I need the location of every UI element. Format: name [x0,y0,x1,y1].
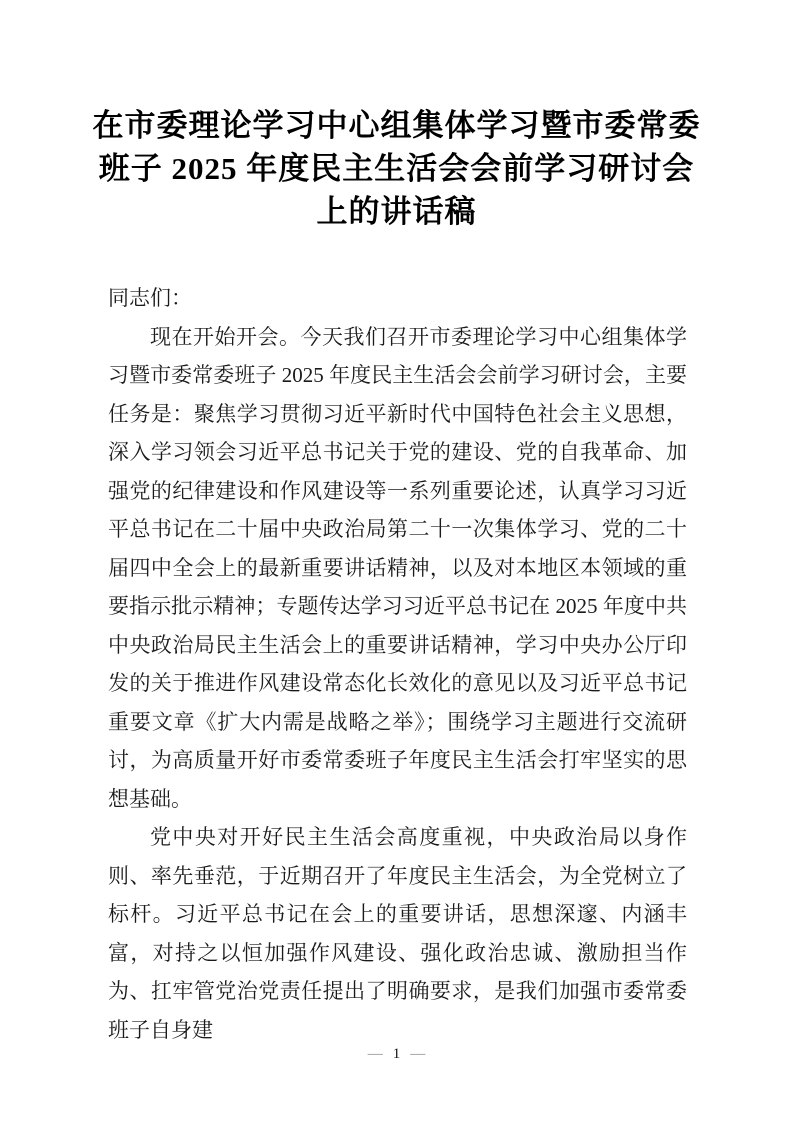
paragraph-1: 现在开始开会。今天我们召开市委理论学习中心组集体学习暨市委常委班子 2025 年度民主生活会会前学习研讨会，主要任务是：聚焦学习贯彻习近平新时代中国特色社会主义思想，深入学习领会习近平总书记关于党的建设、党的自我革命、加强党的纪律建设和作风建设等一系列重要论述，认真学习习近平总书记在二十届中央政治局第二十一次集体学习、党的二十届四中全会上的最新重要讲话精神，以及对本地区本领域的重要指示批示精神；专题传达学习习近平总书记在 2025 年度中共中央政治局民主生活会上的重要讲话精神，学习中央办公厅印发的关于推进作风建设常态化长效化的意见以及习近平总书记重要文章《扩大内需是战略之举》；围绕学习主题进行交流研讨，为高质量开好市委常委班子年度民主生活会打牢坚实的思想基础。 [108,324,687,811]
document-body [108,279,687,1049]
page-footer [0,1044,793,1064]
page-number: 1 [392,1046,401,1062]
salutation: 同志们： [108,286,192,310]
footer-dash-right: — [410,1046,426,1062]
document-title: 在市委理论学习中心组集体学习暨市委常委班子 2025 年度民主生活会会前学习研讨会上的讲话稿 [92,108,701,229]
footer-dash-left: — [367,1046,383,1062]
paragraph-2: 党中央对开好民主生活会高度重视，中央政治局以身作则、率先垂范，于近期召开了年度民主生活会，为全党树立了标杆。习近平总书记在会上的重要讲话，思想深邃、内涵丰富，对持之以恒加强作风建设、强化政治忠诚、激励担当作为、扛牢管党治党责任提出了明确要求，是我们加强市委常委班子自身建 [108,825,687,1042]
